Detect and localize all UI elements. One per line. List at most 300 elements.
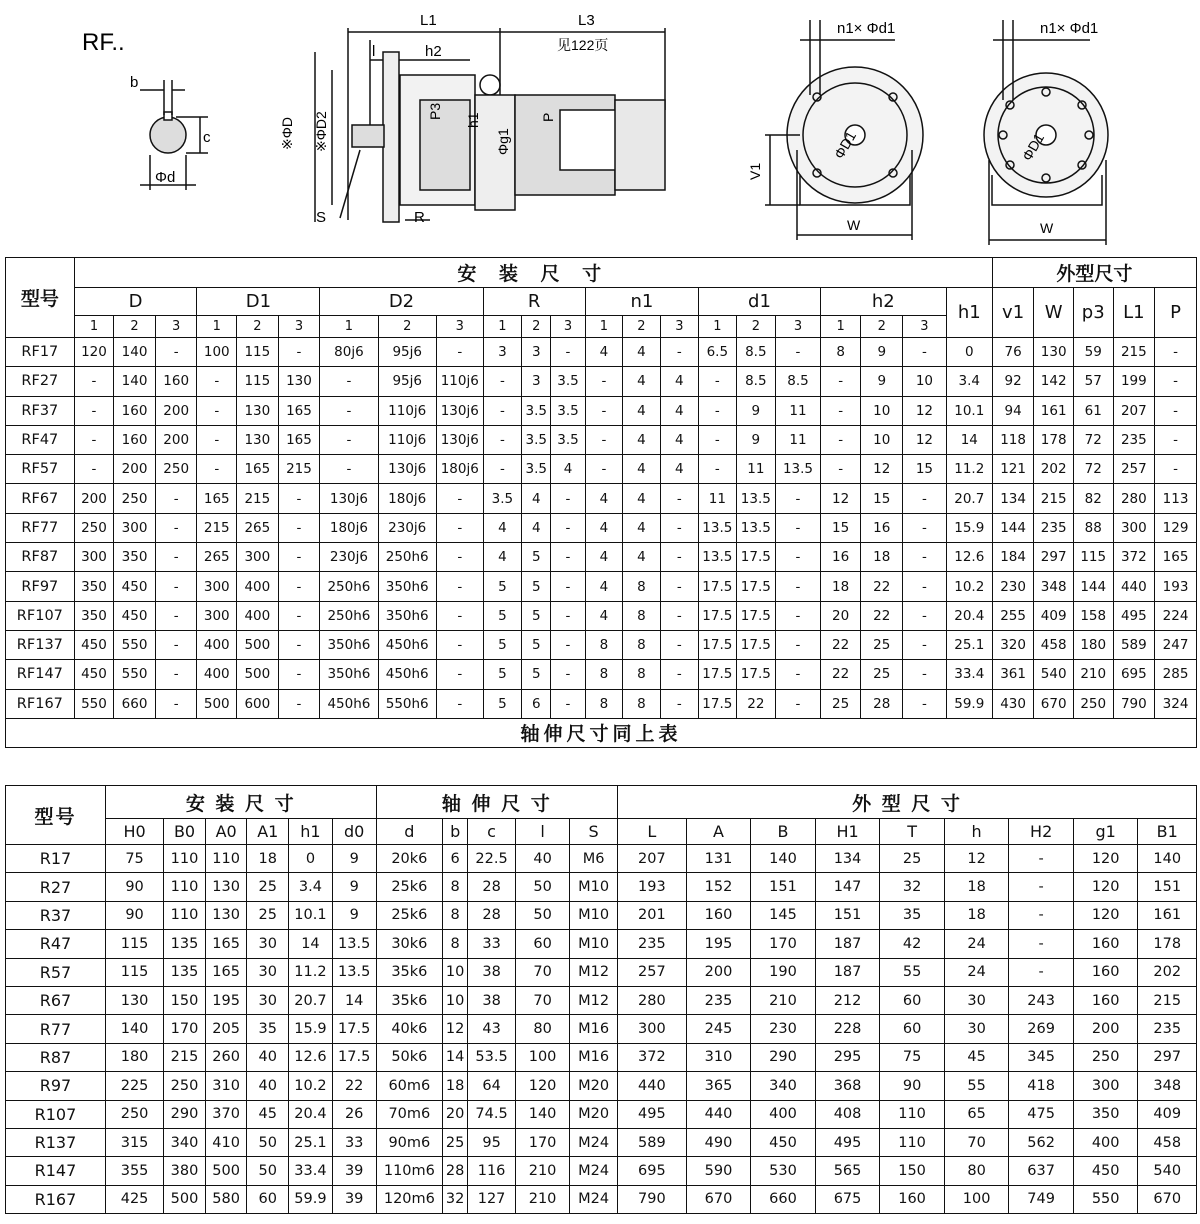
column-header: B0 <box>164 819 206 845</box>
table-cell: 285 <box>1155 660 1197 689</box>
table-cell: 25 <box>443 1128 468 1156</box>
table-cell: 55 <box>944 1072 1009 1100</box>
table-cell: 15.9 <box>289 1015 333 1043</box>
table-cell: 110 <box>164 873 206 901</box>
table-cell: 10 <box>443 958 468 986</box>
table-cell: 350h6 <box>378 572 436 601</box>
table-cell: 5 <box>522 660 551 689</box>
table-row <box>6 1128 1197 1156</box>
table-cell: 17.5 <box>332 1015 376 1043</box>
table-cell: 92 <box>992 367 1034 396</box>
table-cell: 380 <box>164 1157 206 1185</box>
table-cell: - <box>1155 425 1197 454</box>
column-header: g1 <box>1073 819 1138 845</box>
table-cell: 4 <box>585 572 622 601</box>
table-cell: 38 <box>468 986 516 1014</box>
table-cell: 205 <box>205 1015 247 1043</box>
table-cell: 193 <box>1155 572 1197 601</box>
table-cell: 368 <box>815 1072 880 1100</box>
P3-label: P3 <box>427 102 443 120</box>
table-cell: 140 <box>1138 845 1197 873</box>
table-cell: 458 <box>1034 630 1074 659</box>
table-cell: 5 <box>522 601 551 630</box>
h2-label: h2 <box>425 43 442 60</box>
model-cell: R67 <box>6 986 106 1014</box>
table-cell: 28 <box>468 901 516 929</box>
table-cell: 140 <box>114 338 156 367</box>
table-cell: 490 <box>686 1128 751 1156</box>
table-cell: 50k6 <box>376 1043 443 1071</box>
table-cell: - <box>197 396 237 425</box>
table-cell: 59 <box>1073 338 1113 367</box>
page-ref-label: 见122页 <box>557 37 609 53</box>
table-cell: - <box>1155 455 1197 484</box>
table-cell: 5 <box>522 543 551 572</box>
table-cell: 60 <box>880 986 945 1014</box>
table-cell: 120 <box>516 1072 570 1100</box>
table-cell: 200 <box>155 425 197 454</box>
table-cell: 130j6 <box>436 396 483 425</box>
table-cell: 11.2 <box>289 958 333 986</box>
table-cell: 8 <box>623 689 660 718</box>
table-cell: - <box>903 543 947 572</box>
table-cell: 38 <box>468 958 516 986</box>
table-cell: 350 <box>114 543 156 572</box>
table-cell: 20.4 <box>946 601 992 630</box>
column-header: A0 <box>205 819 247 845</box>
table-cell: 142 <box>1034 367 1074 396</box>
table-cell: 315 <box>105 1128 163 1156</box>
table-cell: 695 <box>1113 660 1155 689</box>
table-cell: - <box>585 396 622 425</box>
model-cell: R37 <box>6 901 106 929</box>
table-cell: 9 <box>861 367 903 396</box>
model-cell: R87 <box>6 1043 106 1071</box>
table-cell: 18 <box>820 572 861 601</box>
table-row <box>6 425 1197 454</box>
outer-dimensions-header: 外型尺寸 <box>992 258 1196 288</box>
table-cell: 50 <box>247 1128 289 1156</box>
table-cell: 35k6 <box>376 958 443 986</box>
model-header: 型号 <box>6 258 75 338</box>
table-cell: 340 <box>164 1128 206 1156</box>
column-header: d <box>376 819 443 845</box>
table-cell: 158 <box>1073 601 1113 630</box>
table-cell: 409 <box>1034 601 1074 630</box>
table-cell: - <box>483 396 522 425</box>
table-cell: 95 <box>468 1128 516 1156</box>
table-cell: 250 <box>74 513 114 542</box>
table-cell: 25 <box>861 660 903 689</box>
table-cell: 110 <box>880 1128 945 1156</box>
table-cell: 40 <box>516 845 570 873</box>
table-cell: 35 <box>880 901 945 929</box>
table-cell: 17.5 <box>699 572 736 601</box>
table-cell: - <box>155 543 197 572</box>
table-cell: 3.5 <box>522 425 551 454</box>
table-cell: 372 <box>1113 543 1155 572</box>
model-cell: RF107 <box>6 601 75 630</box>
table-cell: - <box>551 513 585 542</box>
table-cell: 450 <box>114 601 156 630</box>
table-cell: M10 <box>570 901 618 929</box>
h1-label: h1 <box>465 112 481 128</box>
table-cell: 201 <box>618 901 687 929</box>
table-cell: 80 <box>516 1015 570 1043</box>
table-cell: 20 <box>443 1100 468 1128</box>
table-row <box>6 455 1197 484</box>
table-cell: - <box>197 425 237 454</box>
table-cell: 145 <box>751 901 816 929</box>
table-cell: 187 <box>815 930 880 958</box>
table-cell: 300 <box>618 1015 687 1043</box>
table-cell: 350 <box>74 572 114 601</box>
table-cell: 120 <box>74 338 114 367</box>
table-cell: 80 <box>944 1157 1009 1185</box>
table-cell: M20 <box>570 1072 618 1100</box>
table-cell: 280 <box>1113 484 1155 513</box>
column-header: B <box>751 819 816 845</box>
table-cell: 20.7 <box>946 484 992 513</box>
table-cell: - <box>551 543 585 572</box>
table-cell: 265 <box>237 513 279 542</box>
model-cell: R47 <box>6 930 106 958</box>
table-cell: 59.9 <box>946 689 992 718</box>
table-cell: - <box>776 572 821 601</box>
table-cell: 8.5 <box>736 367 776 396</box>
table-cell: 25.1 <box>289 1128 333 1156</box>
flange1-n1d1-label: n1× Φd1 <box>837 20 896 37</box>
table-cell: M24 <box>570 1157 618 1185</box>
table-cell: 660 <box>751 1185 816 1213</box>
table-cell: 8 <box>623 572 660 601</box>
table-cell: 5 <box>483 630 522 659</box>
table-cell: 22 <box>820 630 861 659</box>
table-cell: - <box>278 513 320 542</box>
table-cell: 4 <box>585 484 622 513</box>
table-cell: 94 <box>992 396 1034 425</box>
table-cell: - <box>551 601 585 630</box>
column-header: L <box>618 819 687 845</box>
sub-column-header: 3 <box>776 316 821 338</box>
table-cell: - <box>776 513 821 542</box>
table-cell: 495 <box>618 1100 687 1128</box>
table-row <box>6 396 1197 425</box>
sub-column-header: 1 <box>197 316 237 338</box>
table-cell: 190 <box>751 958 816 986</box>
table-cell: 165 <box>1155 543 1197 572</box>
table-cell: 160 <box>114 396 156 425</box>
table-cell: - <box>660 338 699 367</box>
table-cell: 14 <box>946 425 992 454</box>
table-cell: 120 <box>1073 873 1138 901</box>
table-cell: 130j6 <box>436 425 483 454</box>
table-cell: 5 <box>483 689 522 718</box>
table-cell: 50 <box>247 1157 289 1185</box>
outer-col-header: p3 <box>1073 288 1113 338</box>
model-cell: RF57 <box>6 455 75 484</box>
table-cell: 180j6 <box>436 455 483 484</box>
table-cell: 30 <box>247 986 289 1014</box>
table-cell: 4 <box>623 367 660 396</box>
sub-column-header: 1 <box>74 316 114 338</box>
table-cell: 115 <box>1073 543 1113 572</box>
table-cell: 9 <box>332 873 376 901</box>
table-cell: 550 <box>74 689 114 718</box>
table-cell: 550 <box>114 630 156 659</box>
table-cell: 225 <box>105 1072 163 1100</box>
table-cell: - <box>155 572 197 601</box>
table-cell: 25 <box>820 689 861 718</box>
table-cell: 18 <box>944 873 1009 901</box>
table-cell: 361 <box>992 660 1034 689</box>
model-cell: RF17 <box>6 338 75 367</box>
column-header: B1 <box>1138 819 1197 845</box>
flange2-D1-label: ΦD1 <box>1018 130 1048 164</box>
table-cell: M12 <box>570 958 618 986</box>
table-cell: - <box>436 660 483 689</box>
D-label: ※ΦD <box>279 116 295 150</box>
table-cell: 170 <box>164 1015 206 1043</box>
table-cell: 150 <box>880 1157 945 1185</box>
table-cell: - <box>278 338 320 367</box>
table-cell: - <box>551 689 585 718</box>
table-cell: 210 <box>1073 660 1113 689</box>
table-cell: 450 <box>74 660 114 689</box>
outer-col-header: W <box>1034 288 1074 338</box>
table-cell: 215 <box>164 1043 206 1071</box>
table-cell: 450 <box>1073 1157 1138 1185</box>
table-cell: 144 <box>1073 572 1113 601</box>
table-cell: - <box>278 689 320 718</box>
model-header: 型号 <box>6 786 106 845</box>
table-row <box>6 1185 1197 1213</box>
table-cell: - <box>155 513 197 542</box>
table-row <box>6 572 1197 601</box>
table-cell: - <box>436 572 483 601</box>
table-cell: 350h6 <box>320 630 378 659</box>
table-cell: 35 <box>247 1015 289 1043</box>
side-view-drawing <box>315 28 665 222</box>
table-cell: 6.5 <box>699 338 736 367</box>
shaft-d-label: Φd <box>155 169 176 186</box>
table-cell: - <box>551 484 585 513</box>
table-cell: - <box>155 660 197 689</box>
table-cell: 134 <box>992 484 1034 513</box>
table-cell: - <box>155 601 197 630</box>
table-cell: 22 <box>736 689 776 718</box>
table-cell: 247 <box>1155 630 1197 659</box>
table-cell: 440 <box>1113 572 1155 601</box>
table-cell: 180 <box>105 1043 163 1071</box>
model-cell: R27 <box>6 873 106 901</box>
table-cell: 9 <box>736 396 776 425</box>
table-cell: 61 <box>1073 396 1113 425</box>
table-cell: 17.5 <box>699 689 736 718</box>
table-cell: 590 <box>686 1157 751 1185</box>
table-cell: 130 <box>237 425 279 454</box>
table-cell: 53.5 <box>468 1043 516 1071</box>
table-cell: 290 <box>751 1043 816 1071</box>
table-cell: 16 <box>820 543 861 572</box>
table-cell: - <box>278 543 320 572</box>
table-row <box>6 845 1197 873</box>
table-cell: 116 <box>468 1157 516 1185</box>
table-cell: - <box>551 630 585 659</box>
table-cell: - <box>320 455 378 484</box>
table-cell: 161 <box>1034 396 1074 425</box>
table-cell: - <box>436 630 483 659</box>
table-cell: - <box>1009 930 1074 958</box>
table-cell: 500 <box>205 1157 247 1185</box>
sub-column-header: 3 <box>436 316 483 338</box>
table-cell: 17.5 <box>699 630 736 659</box>
model-cell: RF167 <box>6 689 75 718</box>
table-cell: 355 <box>105 1157 163 1185</box>
table-cell: 130 <box>205 901 247 929</box>
table-cell: 297 <box>1138 1043 1197 1071</box>
table-cell: 458 <box>1138 1128 1197 1156</box>
table-cell: - <box>1009 958 1074 986</box>
table-cell: - <box>483 425 522 454</box>
table-cell: 207 <box>1113 396 1155 425</box>
column-header: b <box>443 819 468 845</box>
table-cell: - <box>660 601 699 630</box>
table-cell: 300 <box>114 513 156 542</box>
table-cell: - <box>74 455 114 484</box>
table-cell: 17.5 <box>736 630 776 659</box>
model-cell: RF87 <box>6 543 75 572</box>
table-cell: 4 <box>623 455 660 484</box>
R-label: R <box>414 209 425 226</box>
table-cell: - <box>278 660 320 689</box>
table-cell: 39 <box>332 1185 376 1213</box>
table-cell: 4 <box>623 425 660 454</box>
table-cell: 180j6 <box>378 484 436 513</box>
table-cell: - <box>155 338 197 367</box>
table-cell: 4 <box>483 513 522 542</box>
outer-col-header: L1 <box>1113 288 1155 338</box>
table-cell: - <box>660 660 699 689</box>
table-cell: M16 <box>570 1015 618 1043</box>
table-cell: 131 <box>686 845 751 873</box>
table-cell: 540 <box>1034 660 1074 689</box>
table-cell: 160 <box>1073 986 1138 1014</box>
table-cell: 110 <box>880 1100 945 1128</box>
table-cell: 365 <box>686 1072 751 1100</box>
table-cell: 28 <box>468 873 516 901</box>
table-cell: 75 <box>880 1043 945 1071</box>
table-cell: 235 <box>1113 425 1155 454</box>
table-cell: - <box>320 425 378 454</box>
table-cell: 82 <box>1073 484 1113 513</box>
table-cell: 4 <box>585 543 622 572</box>
table-cell: 210 <box>516 1157 570 1185</box>
table-cell: 33 <box>332 1128 376 1156</box>
table-cell: - <box>776 484 821 513</box>
table-cell: 11 <box>776 396 821 425</box>
table-cell: 562 <box>1009 1128 1074 1156</box>
table-cell: 130 <box>105 986 163 1014</box>
g1-label: Φg1 <box>495 128 511 155</box>
table-cell: 151 <box>1138 873 1197 901</box>
L3-label: L3 <box>578 12 595 29</box>
table-cell: 500 <box>197 689 237 718</box>
table-cell: 3 <box>483 338 522 367</box>
table-cell: 8 <box>623 630 660 659</box>
table-cell: 178 <box>1138 930 1197 958</box>
table-cell: 670 <box>686 1185 751 1213</box>
column-header: H2 <box>1009 819 1074 845</box>
l-label: l <box>372 43 376 60</box>
table-cell: 348 <box>1034 572 1074 601</box>
table-cell: 33.4 <box>946 660 992 689</box>
table-cell: 10 <box>861 425 903 454</box>
table-cell: 3.5 <box>522 455 551 484</box>
table-cell: 235 <box>1138 1015 1197 1043</box>
table-cell: 408 <box>815 1100 880 1128</box>
table-cell: 4 <box>585 601 622 630</box>
table-cell: 121 <box>992 455 1034 484</box>
table-cell: 20k6 <box>376 845 443 873</box>
table-cell: 670 <box>1034 689 1074 718</box>
shaft-c-label: c <box>203 129 211 146</box>
table-cell: - <box>155 484 197 513</box>
table-cell: 4 <box>585 513 622 542</box>
table-cell: 425 <box>105 1185 163 1213</box>
table-cell: - <box>1155 338 1197 367</box>
table-cell: 8 <box>585 630 622 659</box>
table-cell: 550 <box>1073 1185 1138 1213</box>
table-cell: 400 <box>237 601 279 630</box>
table-cell: 151 <box>751 873 816 901</box>
table-cell: 33.4 <box>289 1157 333 1185</box>
table-cell: 4 <box>585 338 622 367</box>
table-cell: - <box>903 689 947 718</box>
table-cell: 350 <box>74 601 114 630</box>
table-cell: 250h6 <box>320 572 378 601</box>
table-cell: 14 <box>332 986 376 1014</box>
table-cell: - <box>1009 845 1074 873</box>
table-cell: 110 <box>164 901 206 929</box>
table-cell: 70 <box>516 958 570 986</box>
table-cell: 15 <box>861 484 903 513</box>
table-cell: - <box>436 543 483 572</box>
table-cell: 440 <box>686 1100 751 1128</box>
table-cell: M16 <box>570 1043 618 1071</box>
table-cell: - <box>699 396 736 425</box>
table-cell: 30k6 <box>376 930 443 958</box>
table-cell: M12 <box>570 986 618 1014</box>
table-cell: 11 <box>736 455 776 484</box>
table-cell: 59.9 <box>289 1185 333 1213</box>
table-cell: 30 <box>247 958 289 986</box>
table-cell: M6 <box>570 845 618 873</box>
table-cell: - <box>155 630 197 659</box>
table-cell: 589 <box>1113 630 1155 659</box>
table-cell: 250 <box>1073 689 1113 718</box>
table-cell: 17.5 <box>736 543 776 572</box>
table-cell: 140 <box>114 367 156 396</box>
table-cell: 245 <box>686 1015 751 1043</box>
table-row <box>6 689 1197 718</box>
table-cell: 22.5 <box>468 845 516 873</box>
table-cell: 228 <box>815 1015 880 1043</box>
sub-column-header: 1 <box>699 316 736 338</box>
table-cell: 60 <box>880 1015 945 1043</box>
table-cell: 4 <box>623 396 660 425</box>
table-cell: 3.4 <box>946 367 992 396</box>
